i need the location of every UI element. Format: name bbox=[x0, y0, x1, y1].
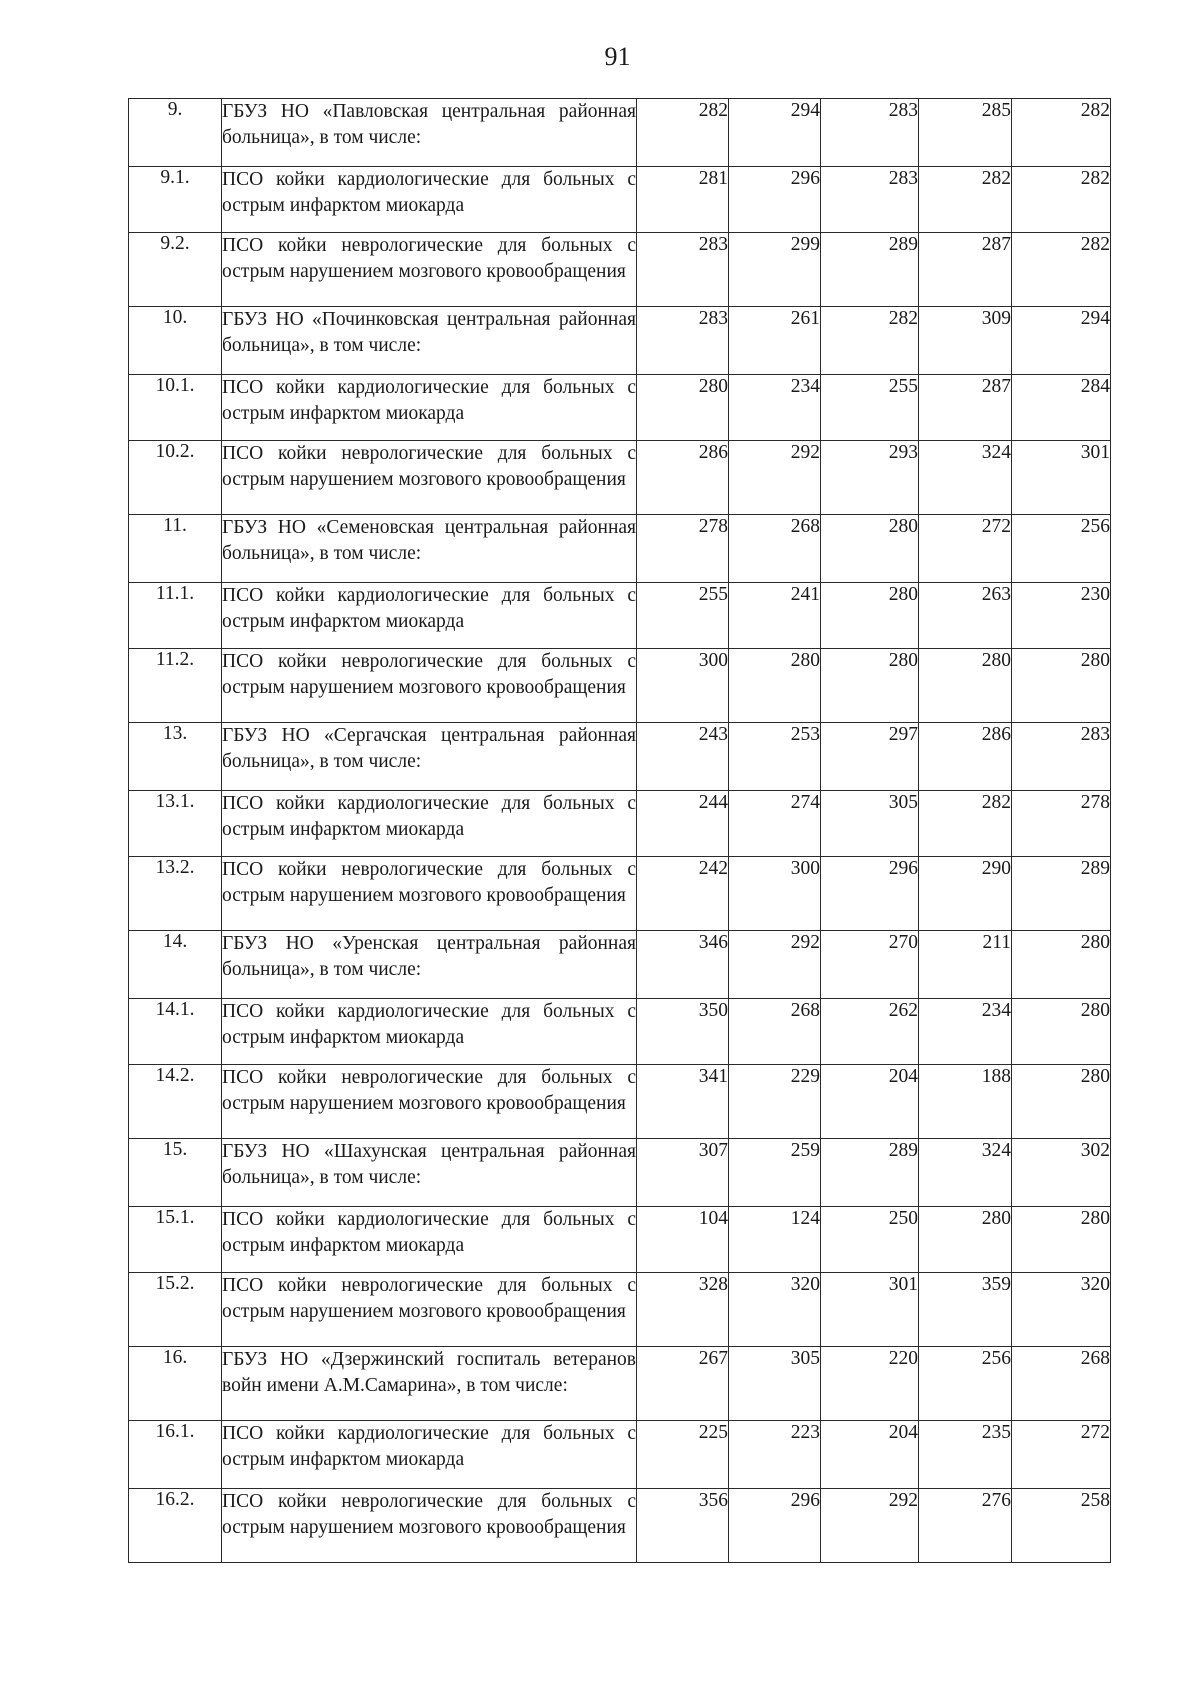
institution-name: ГБУЗ НО «Сергачская центральная районная больница», в том числе: bbox=[222, 723, 637, 791]
value-cell: 283 bbox=[821, 167, 919, 233]
value-cell: 280 bbox=[821, 583, 919, 649]
value-cell: 307 bbox=[637, 1139, 729, 1207]
value-cell: 280 bbox=[821, 515, 919, 583]
value-cell: 204 bbox=[821, 1421, 919, 1489]
row-number: 13.2. bbox=[129, 857, 222, 931]
row-number: 9.1. bbox=[129, 167, 222, 233]
value-cell: 346 bbox=[637, 931, 729, 999]
row-number: 10.1. bbox=[129, 375, 222, 441]
value-cell: 284 bbox=[1012, 375, 1111, 441]
table-row bbox=[129, 1347, 1111, 1421]
table-row bbox=[129, 649, 1111, 723]
row-number: 13.1. bbox=[129, 791, 222, 857]
table-row bbox=[129, 375, 1111, 441]
table-row bbox=[129, 999, 1111, 1065]
institution-name: ГБУЗ НО «Павловская центральная районная больница», в том числе: bbox=[222, 99, 637, 167]
institution-name: ГБУЗ НО «Дзержинский госпиталь ветеранов войн имени А.М.Самарина», в том числе: bbox=[222, 1347, 637, 1421]
table-row bbox=[129, 583, 1111, 649]
value-cell: 296 bbox=[729, 167, 821, 233]
value-cell: 280 bbox=[1012, 999, 1111, 1065]
table-row bbox=[129, 99, 1111, 167]
value-cell: 225 bbox=[637, 1421, 729, 1489]
value-cell: 289 bbox=[1012, 857, 1111, 931]
value-cell: 289 bbox=[821, 233, 919, 307]
value-cell: 286 bbox=[637, 441, 729, 515]
value-cell: 287 bbox=[919, 233, 1012, 307]
value-cell: 292 bbox=[729, 441, 821, 515]
table-row bbox=[129, 1421, 1111, 1489]
row-number: 13. bbox=[129, 723, 222, 791]
row-number: 11.2. bbox=[129, 649, 222, 723]
table-row bbox=[129, 1489, 1111, 1563]
value-cell: 285 bbox=[919, 99, 1012, 167]
value-cell: 188 bbox=[919, 1065, 1012, 1139]
value-cell: 235 bbox=[919, 1421, 1012, 1489]
institution-name: ПСО койки неврологические для больных с острым нарушением мозгового кровообращения bbox=[222, 649, 637, 723]
value-cell: 341 bbox=[637, 1065, 729, 1139]
value-cell: 259 bbox=[729, 1139, 821, 1207]
value-cell: 204 bbox=[821, 1065, 919, 1139]
value-cell: 292 bbox=[729, 931, 821, 999]
value-cell: 280 bbox=[919, 649, 1012, 723]
table-row bbox=[129, 931, 1111, 999]
table-row bbox=[129, 167, 1111, 233]
value-cell: 244 bbox=[637, 791, 729, 857]
value-cell: 301 bbox=[821, 1273, 919, 1347]
value-cell: 282 bbox=[1012, 167, 1111, 233]
value-cell: 283 bbox=[637, 307, 729, 375]
table-row bbox=[129, 307, 1111, 375]
value-cell: 268 bbox=[729, 999, 821, 1065]
value-cell: 229 bbox=[729, 1065, 821, 1139]
row-number: 14.2. bbox=[129, 1065, 222, 1139]
value-cell: 230 bbox=[1012, 583, 1111, 649]
value-cell: 283 bbox=[821, 99, 919, 167]
row-number: 9.2. bbox=[129, 233, 222, 307]
table-row bbox=[129, 441, 1111, 515]
institution-name: ПСО койки неврологические для больных с острым нарушением мозгового кровообращения bbox=[222, 233, 637, 307]
value-cell: 261 bbox=[729, 307, 821, 375]
institution-name: ПСО койки неврологические для больных с острым нарушением мозгового кровообращения bbox=[222, 1273, 637, 1347]
value-cell: 255 bbox=[821, 375, 919, 441]
value-cell: 223 bbox=[729, 1421, 821, 1489]
value-cell: 292 bbox=[821, 1489, 919, 1563]
institution-name: ПСО койки кардиологические для больных с острым инфарктом миокарда bbox=[222, 583, 637, 649]
institution-name: ГБУЗ НО «Семеновская центральная районная больница», в том числе: bbox=[222, 515, 637, 583]
table-row bbox=[129, 233, 1111, 307]
value-cell: 256 bbox=[1012, 515, 1111, 583]
row-number: 16.2. bbox=[129, 1489, 222, 1563]
value-cell: 301 bbox=[1012, 441, 1111, 515]
value-cell: 282 bbox=[919, 791, 1012, 857]
institution-name: ПСО койки неврологические для больных с острым нарушением мозгового кровообращения bbox=[222, 1065, 637, 1139]
value-cell: 300 bbox=[729, 857, 821, 931]
value-cell: 278 bbox=[637, 515, 729, 583]
row-number: 15.1. bbox=[129, 1207, 222, 1273]
value-cell: 356 bbox=[637, 1489, 729, 1563]
value-cell: 282 bbox=[919, 167, 1012, 233]
value-cell: 281 bbox=[637, 167, 729, 233]
value-cell: 282 bbox=[821, 307, 919, 375]
value-cell: 359 bbox=[919, 1273, 1012, 1347]
value-cell: 309 bbox=[919, 307, 1012, 375]
value-cell: 350 bbox=[637, 999, 729, 1065]
value-cell: 211 bbox=[919, 931, 1012, 999]
table-row bbox=[129, 857, 1111, 931]
table-row bbox=[129, 515, 1111, 583]
value-cell: 283 bbox=[637, 233, 729, 307]
table-row bbox=[129, 1273, 1111, 1347]
row-number: 10. bbox=[129, 307, 222, 375]
value-cell: 256 bbox=[919, 1347, 1012, 1421]
institution-name: ПСО койки кардиологические для больных с острым инфарктом миокарда bbox=[222, 375, 637, 441]
value-cell: 280 bbox=[1012, 1207, 1111, 1273]
institution-name: ГБУЗ НО «Уренская центральная районная больница», в том числе: bbox=[222, 931, 637, 999]
value-cell: 320 bbox=[729, 1273, 821, 1347]
row-number: 10.2. bbox=[129, 441, 222, 515]
value-cell: 289 bbox=[821, 1139, 919, 1207]
value-cell: 280 bbox=[1012, 1065, 1111, 1139]
institution-name: ПСО койки кардиологические для больных с острым инфарктом миокарда bbox=[222, 791, 637, 857]
table-row bbox=[129, 723, 1111, 791]
row-number: 15.2. bbox=[129, 1273, 222, 1347]
value-cell: 302 bbox=[1012, 1139, 1111, 1207]
value-cell: 278 bbox=[1012, 791, 1111, 857]
institution-name: ГБУЗ НО «Шахунская центральная районная больница», в том числе: bbox=[222, 1139, 637, 1207]
value-cell: 250 bbox=[821, 1207, 919, 1273]
value-cell: 258 bbox=[1012, 1489, 1111, 1563]
value-cell: 294 bbox=[1012, 307, 1111, 375]
value-cell: 255 bbox=[637, 583, 729, 649]
institution-name: ПСО койки неврологические для больных с острым нарушением мозгового кровообращения bbox=[222, 441, 637, 515]
value-cell: 320 bbox=[1012, 1273, 1111, 1347]
table-row bbox=[129, 791, 1111, 857]
value-cell: 283 bbox=[1012, 723, 1111, 791]
value-cell: 220 bbox=[821, 1347, 919, 1421]
value-cell: 280 bbox=[919, 1207, 1012, 1273]
row-number: 16. bbox=[129, 1347, 222, 1421]
value-cell: 234 bbox=[729, 375, 821, 441]
value-cell: 282 bbox=[1012, 233, 1111, 307]
value-cell: 253 bbox=[729, 723, 821, 791]
row-number: 14. bbox=[129, 931, 222, 999]
row-number: 11. bbox=[129, 515, 222, 583]
value-cell: 300 bbox=[637, 649, 729, 723]
value-cell: 276 bbox=[919, 1489, 1012, 1563]
value-cell: 324 bbox=[919, 441, 1012, 515]
value-cell: 241 bbox=[729, 583, 821, 649]
institution-name: ПСО койки кардиологические для больных с острым инфарктом миокарда bbox=[222, 167, 637, 233]
data-table bbox=[128, 98, 1111, 1563]
institution-name: ПСО койки неврологические для больных с острым нарушением мозгового кровообращения bbox=[222, 857, 637, 931]
page-number: 91 bbox=[604, 42, 631, 71]
value-cell: 299 bbox=[729, 233, 821, 307]
row-number: 9. bbox=[129, 99, 222, 167]
value-cell: 280 bbox=[1012, 931, 1111, 999]
institution-name: ПСО койки кардиологические для больных с острым инфарктом миокарда bbox=[222, 1207, 637, 1273]
value-cell: 280 bbox=[637, 375, 729, 441]
value-cell: 234 bbox=[919, 999, 1012, 1065]
value-cell: 324 bbox=[919, 1139, 1012, 1207]
value-cell: 104 bbox=[637, 1207, 729, 1273]
value-cell: 328 bbox=[637, 1273, 729, 1347]
value-cell: 262 bbox=[821, 999, 919, 1065]
table-row bbox=[129, 1139, 1111, 1207]
table-row bbox=[129, 1065, 1111, 1139]
value-cell: 268 bbox=[1012, 1347, 1111, 1421]
value-cell: 274 bbox=[729, 791, 821, 857]
value-cell: 297 bbox=[821, 723, 919, 791]
value-cell: 286 bbox=[919, 723, 1012, 791]
institution-name: ПСО койки неврологические для больных с острым нарушением мозгового кровообращения bbox=[222, 1489, 637, 1563]
value-cell: 296 bbox=[821, 857, 919, 931]
table-row bbox=[129, 1207, 1111, 1273]
value-cell: 242 bbox=[637, 857, 729, 931]
value-cell: 290 bbox=[919, 857, 1012, 931]
row-number: 11.1. bbox=[129, 583, 222, 649]
value-cell: 124 bbox=[729, 1207, 821, 1273]
value-cell: 280 bbox=[729, 649, 821, 723]
row-number: 14.1. bbox=[129, 999, 222, 1065]
value-cell: 267 bbox=[637, 1347, 729, 1421]
institution-name: ПСО койки кардиологические для больных с острым инфарктом миокарда bbox=[222, 999, 637, 1065]
table-body bbox=[129, 99, 1111, 1563]
institution-name: ГБУЗ НО «Починковская центральная районная больница», в том числе: bbox=[222, 307, 637, 375]
value-cell: 305 bbox=[729, 1347, 821, 1421]
value-cell: 272 bbox=[1012, 1421, 1111, 1489]
value-cell: 280 bbox=[821, 649, 919, 723]
value-cell: 272 bbox=[919, 515, 1012, 583]
value-cell: 294 bbox=[729, 99, 821, 167]
value-cell: 296 bbox=[729, 1489, 821, 1563]
value-cell: 270 bbox=[821, 931, 919, 999]
row-number: 15. bbox=[129, 1139, 222, 1207]
value-cell: 282 bbox=[637, 99, 729, 167]
value-cell: 243 bbox=[637, 723, 729, 791]
value-cell: 263 bbox=[919, 583, 1012, 649]
value-cell: 282 bbox=[1012, 99, 1111, 167]
institution-name: ПСО койки кардиологические для больных с острым инфарктом миокарда bbox=[222, 1421, 637, 1489]
row-number: 16.1. bbox=[129, 1421, 222, 1489]
value-cell: 280 bbox=[1012, 649, 1111, 723]
value-cell: 293 bbox=[821, 441, 919, 515]
value-cell: 287 bbox=[919, 375, 1012, 441]
value-cell: 268 bbox=[729, 515, 821, 583]
value-cell: 305 bbox=[821, 791, 919, 857]
